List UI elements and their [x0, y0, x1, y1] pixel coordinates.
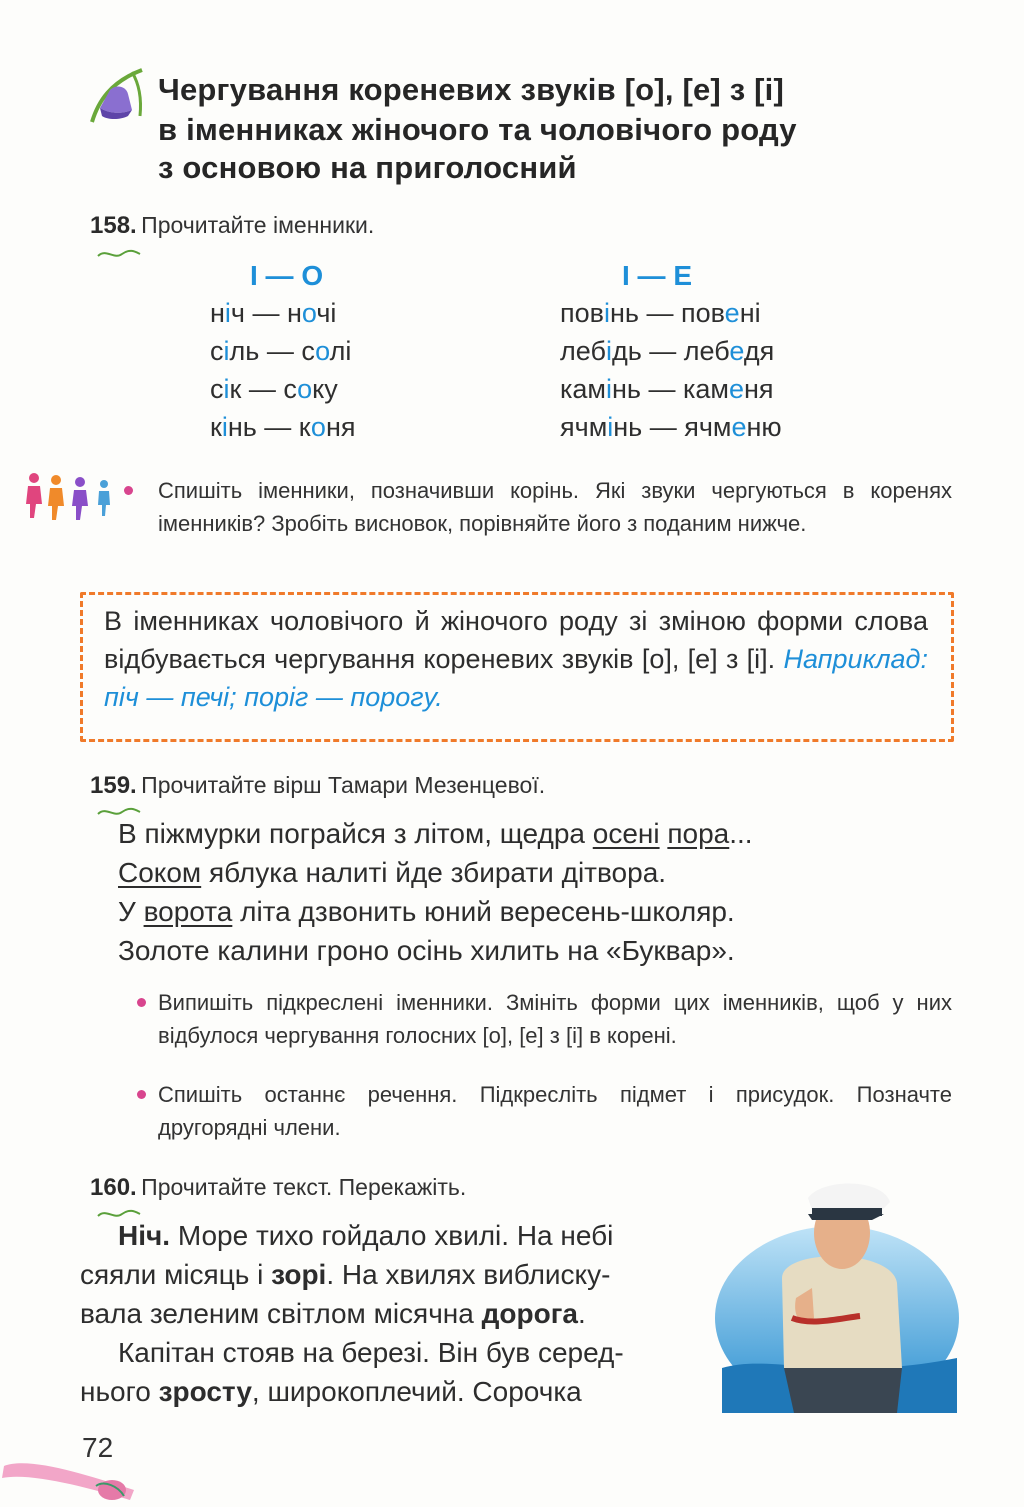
word-pair: лебідь — лебедя — [560, 336, 775, 366]
word-pair: сіль — солі — [210, 336, 352, 366]
rule-example-label: Наприклад: — [783, 644, 928, 674]
exercise-instruction: Прочитайте вірш Тамари Мезенцевої. — [141, 772, 546, 798]
captain-illustration — [712, 1168, 962, 1413]
rule-text: В іменниках чоловічого й жіночого роду зі зміною форми слова відбувається чергування кореневих звуків [о], [е] з [і]. Наприклад: піч — печі; поріг — порогу. — [104, 606, 928, 712]
swirl-icon — [96, 804, 142, 818]
exercise-158-header — [90, 212, 374, 240]
column-header-i-e: І — Е — [622, 260, 693, 291]
swirl-icon — [96, 246, 142, 260]
word-pair: повінь — повені — [560, 298, 761, 328]
bullet-icon — [124, 486, 133, 495]
task-159-1: Випишіть підкреслені іменники. Змініть форми цих іменників, щоб у них відбулося чергування голосних [о], [е] з [і] в корені. — [158, 990, 952, 1048]
group-work-icon — [22, 470, 140, 522]
title-line-2: в іменниках жіночого та чоловічого роду — [158, 112, 797, 147]
rule-example-text: піч — печі; поріг — порогу. — [104, 682, 443, 712]
swirl-icon — [96, 1206, 142, 1220]
word-pair: ніч — ночі — [210, 298, 337, 328]
scroll-icon — [0, 1452, 140, 1504]
bell-flower-icon — [80, 62, 152, 128]
column-header-i-o: І — О — [250, 260, 324, 291]
word-pair: ячмінь — ячменю — [560, 412, 782, 442]
exercise-number: 160. — [90, 1174, 137, 1201]
poem-line-3: У ворота літа дзвонить юний вересень-школяр. — [118, 896, 735, 927]
bullet-icon — [137, 1090, 146, 1099]
task-159-2: Спишіть останнє речення. Підкресліть підмет і присудок. Позначте другорядні члени. — [158, 1082, 952, 1140]
page-number: 72 — [82, 1432, 114, 1463]
prose-line: нього зросту, широкоплечий. Сорочка — [80, 1376, 582, 1407]
title-line-1: Чергування кореневих звуків [о], [е] з [і] — [158, 72, 785, 107]
title-line-3: з основою на приголосний — [158, 150, 577, 185]
bullet-icon — [137, 998, 146, 1007]
prose-line: сяяли місяць і зорі. На хвилях виблиску- — [80, 1259, 611, 1290]
task-158: Спишіть іменники, позначивши корінь. Які звуки чергуються в коренях іменників? Зробіть висновок, порівняйте його з поданим нижче. — [158, 478, 952, 536]
exercise-160-header — [90, 1174, 466, 1202]
exercise-instruction: Прочитайте іменники. — [141, 212, 375, 238]
poem-line-4: Золоте калини гроно осінь хилить на «Буквар». — [118, 935, 735, 966]
exercise-number: 158. — [90, 212, 137, 239]
word-pair: сік — соку — [210, 374, 338, 404]
prose-line: вала зеленим світлом місячна дорога. — [80, 1298, 586, 1329]
exercise-instruction: Прочитайте текст. Перекажіть. — [141, 1174, 467, 1200]
poem-line-2: Соком яблука налиті йде збирати дітвора. — [118, 857, 667, 888]
word-pair: кінь — коня — [210, 412, 356, 442]
exercise-number: 159. — [90, 772, 137, 799]
prose-line: Капітан стояв на березі. Він був серед- — [118, 1337, 624, 1368]
exercise-159-header — [90, 772, 545, 800]
prose-line: Ніч. Море тихо гойдало хвилі. На небі — [118, 1220, 614, 1251]
word-pair: камінь — каменя — [560, 374, 774, 404]
poem-line-1: В піжмурки пограйся з літом, щедра осені пора... — [118, 818, 753, 849]
